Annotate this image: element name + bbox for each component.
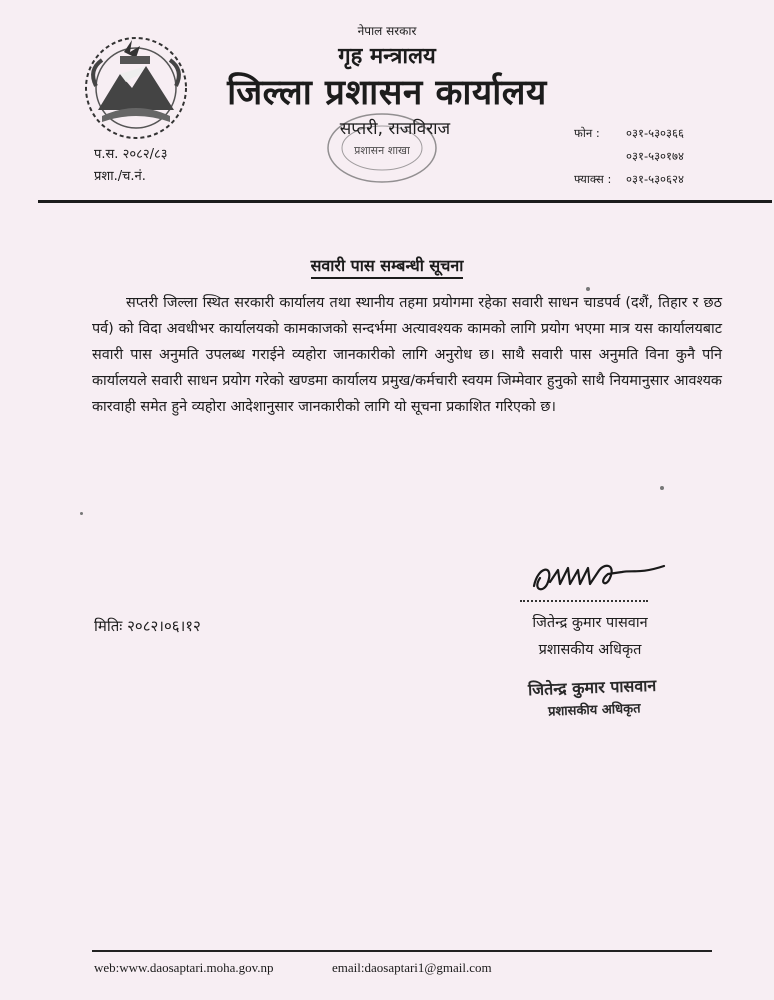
seal-text: प्रशासन शाखा bbox=[354, 144, 410, 157]
fax-number: ०३१-५३०६२४ bbox=[626, 172, 684, 186]
scan-speck bbox=[660, 486, 664, 490]
signature-line bbox=[520, 600, 648, 602]
ministry-name: गृह मन्त्रालय bbox=[338, 44, 436, 69]
office-name: जिल्ला प्रशासन कार्यालय bbox=[227, 73, 547, 113]
notice-body: सप्तरी जिल्ला स्थित सरकारी कार्यालय तथा स्थानीय तहमा प्रयोगमा रहेका सवारी साधन चाडपर्व (दशैं, तिहार र छठ पर्व) को विदा अवधीभर कार्यालयको कामकाजको सन्दर्भमा अत्यावश्यक कामको लागि प्रयोग भएमा मात्र यस कार्यालयबाट सवारी पास अनुमति उपलब्ध गराईने व्यहोरा जानकारीको लागि अनुरोध छ। साथै सवारी पास अनुमति विना कुनै पनि कार्यालयले सवारी साधन प्रयोग गरेको खण्डमा कार्यालय प्रमुख/कर्मचारी स्वयम जिम्मेवार हुनुको साथै नियमानुसार आवश्यक कारवाही समेत हुने व्यहोरा आदेशानुसार जानकारीको लागि यो सूचना प्रकाशित गरिएको छ। bbox=[92, 295, 722, 415]
notice-subject bbox=[0, 254, 774, 276]
footer-divider bbox=[92, 950, 712, 952]
phone-label: फोन : bbox=[574, 126, 600, 140]
notice-date: मितिः २०८२।०६।१२ bbox=[94, 617, 201, 635]
stamp-signatory-title: प्रशासकीय अधिकृत bbox=[547, 701, 641, 720]
phone-2: ०३१-५३०१७४ bbox=[626, 149, 684, 163]
fax-label: फ्याक्स : bbox=[574, 172, 612, 186]
reference-dispatch-no: प्रशा./च.नं. bbox=[94, 169, 146, 184]
signatory-name: जितेन्द्र कुमार पासवान bbox=[532, 615, 648, 631]
header-divider bbox=[38, 200, 772, 203]
footer-email: email:daosaptari1@gmail.com bbox=[332, 960, 492, 975]
reference-fiscal-year: प.स. २०८२/८३ bbox=[94, 147, 168, 162]
signatory-title: प्रशासकीय अधिकृत bbox=[538, 642, 642, 658]
office-address: सप्तरी, राजविराज bbox=[339, 119, 451, 139]
contact-block bbox=[574, 122, 684, 191]
footer-website: web:www.daosaptari.moha.gov.np bbox=[94, 960, 274, 975]
stamp-signatory-name: जितेन्द्र कुमार पासवान bbox=[527, 675, 657, 700]
phone-1: ०३१-५३०३६६ bbox=[626, 126, 684, 140]
scan-speck bbox=[586, 287, 590, 291]
signatory-block bbox=[500, 610, 680, 664]
government-label: नेपाल सरकार bbox=[357, 24, 417, 38]
notice-subject-text: सवारी पास सम्बन्धी सूचना bbox=[311, 256, 464, 279]
scan-speck bbox=[80, 512, 83, 515]
